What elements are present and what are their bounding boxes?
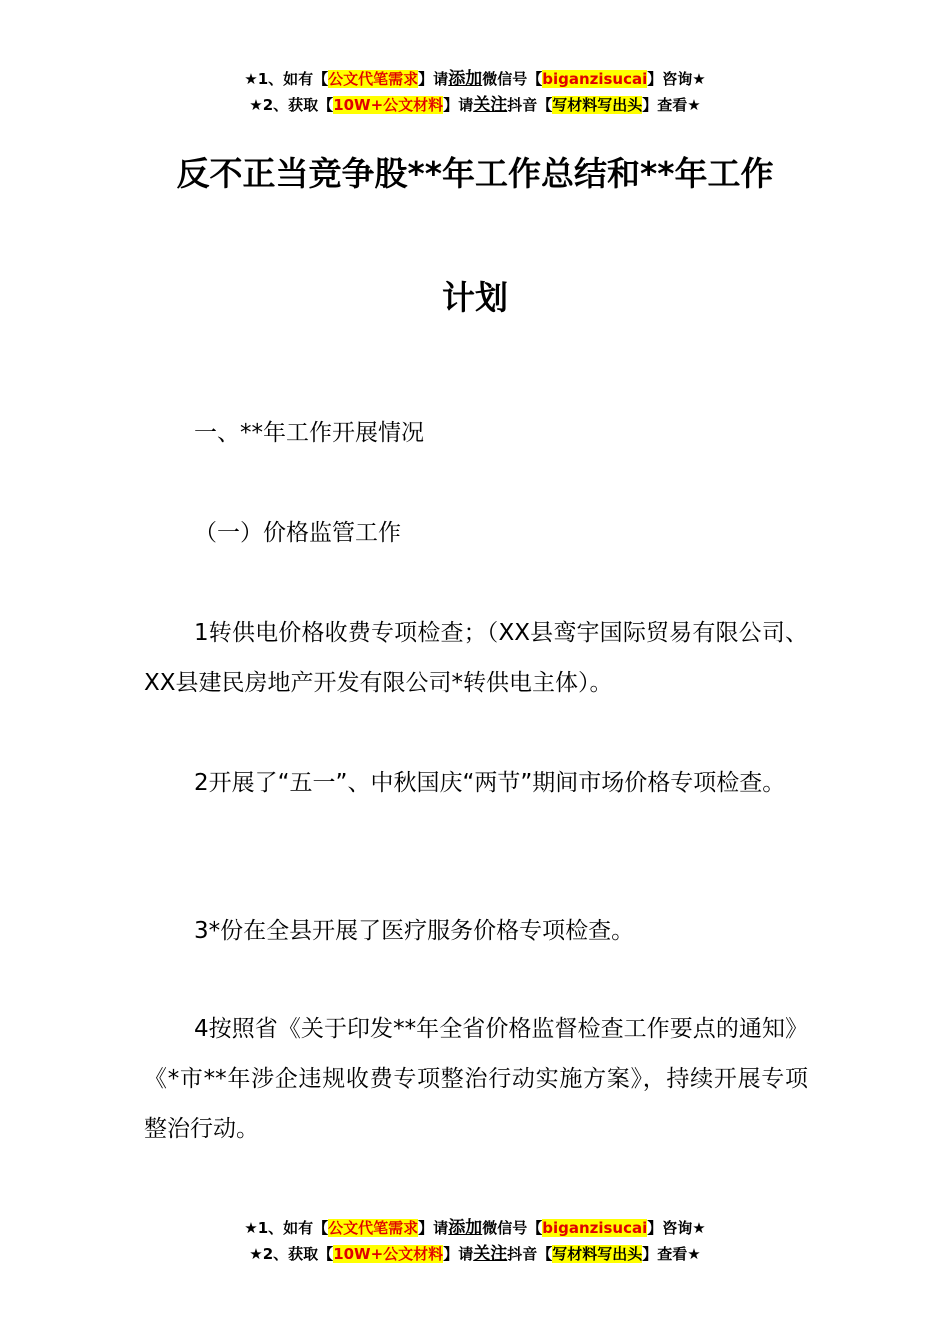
- list-item: 3*份在全县开展了医疗服务价格专项检查。: [194, 918, 635, 944]
- star-icon: ★: [244, 70, 258, 88]
- star-icon: ★: [244, 1219, 258, 1237]
- section-heading: 一、**年工作开展情况: [194, 420, 424, 446]
- highlight-douyin-account: 写材料写出头: [552, 96, 643, 114]
- list-item: 1转供电价格收费专项检查；（XX县鸾宇国际贸易有限公司、XX县建民房地产开发有限公司*转供电主体）。: [144, 620, 808, 696]
- highlight-materials: 10W+公文材料: [333, 1245, 444, 1263]
- promo-line-1: ★1、如有【公文代笔需求】请添加微信号【biganzisucai】咨询★: [244, 1218, 706, 1238]
- highlight-materials: 10W+公文材料: [333, 96, 444, 114]
- star-icon: ★: [249, 1245, 263, 1263]
- document-title-line-1: 反不正当竞争股**年工作总结和**年工作: [176, 154, 774, 193]
- document-title-line-2: 计划: [442, 278, 508, 317]
- list-item: 4按照省《关于印发**年全省价格监督检查工作要点的通知》《*市**年涉企违规收费专项整治行动实施方案》，持续开展专项整治行动。: [144, 1016, 808, 1142]
- promo-banner-bottom: [0, 1215, 950, 1267]
- promo-line-2: ★2、获取【10W+公文材料】请关注抖音【写材料写出头】查看★: [249, 95, 701, 115]
- highlight-service: 公文代笔需求: [328, 70, 419, 88]
- highlight-wechat-id: biganzisucai: [542, 1219, 648, 1237]
- highlight-douyin-account: 写材料写出头: [552, 1245, 643, 1263]
- promo-banner-top: [0, 66, 950, 118]
- highlight-wechat-id: biganzisucai: [542, 70, 648, 88]
- list-item: 2开展了“五一”、中秋国庆“两节”期间市场价格专项检查。: [194, 770, 786, 796]
- highlight-service: 公文代笔需求: [328, 1219, 419, 1237]
- promo-line-2: ★2、获取【10W+公文材料】请关注抖音【写材料写出头】查看★: [249, 1244, 701, 1264]
- subsection-heading: （一）价格监管工作: [194, 520, 401, 546]
- star-icon: ★: [249, 96, 263, 114]
- promo-line-1: ★1、如有【公文代笔需求】请添加微信号【biganzisucai】咨询★: [244, 69, 706, 89]
